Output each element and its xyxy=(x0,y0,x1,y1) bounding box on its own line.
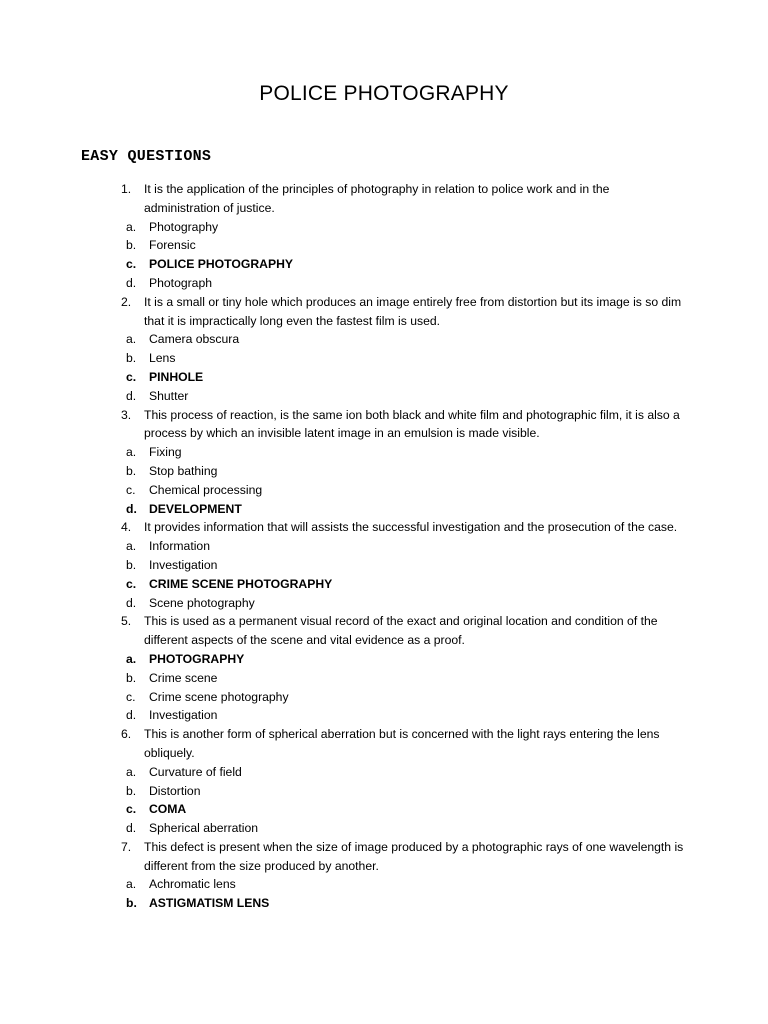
option-letter: b. xyxy=(126,463,137,478)
answer-option-correct xyxy=(0,650,768,669)
answer-option xyxy=(0,274,768,293)
option-letter: a. xyxy=(126,877,137,892)
option-letter: c. xyxy=(126,576,137,591)
answer-option xyxy=(0,556,768,575)
answer-option xyxy=(0,481,768,500)
question-text: This defect is present when the size of image produced by a photographic rays of one wavelength is different from the size produced by another. xyxy=(144,839,684,873)
answer-option-correct xyxy=(0,368,768,387)
option-text: POLICE PHOTOGRAPHY xyxy=(149,257,294,272)
option-letter: d. xyxy=(126,708,137,723)
question-item xyxy=(0,180,768,218)
question-text: It provides information that will assists the successful investigation and the prosecution of the case. xyxy=(144,520,678,535)
option-text: Crime scene xyxy=(149,670,218,685)
page-title: POLICE PHOTOGRAPHY xyxy=(259,82,509,105)
answer-option-correct xyxy=(0,894,768,913)
option-text: CRIME SCENE PHOTOGRAPHY xyxy=(149,576,333,591)
answer-option xyxy=(0,594,768,613)
option-letter: b. xyxy=(126,896,137,911)
answer-option-correct xyxy=(0,800,768,819)
option-letter: b. xyxy=(126,238,137,253)
answer-option-correct xyxy=(0,500,768,519)
option-letter: c. xyxy=(126,369,137,384)
answer-option xyxy=(0,763,768,782)
option-letter: a. xyxy=(126,219,137,234)
answer-option xyxy=(0,669,768,688)
answer-option xyxy=(0,236,768,255)
option-text: Scene photography xyxy=(149,595,255,610)
option-letter: b. xyxy=(126,557,137,572)
answer-option xyxy=(0,688,768,707)
option-text: Camera obscura xyxy=(149,332,240,347)
option-text: Shutter xyxy=(149,388,189,403)
question-text: It is a small or tiny hole which produces an image entirely free from distortion but its image is so dim that it is impractically long even the fastest film is used. xyxy=(144,294,682,328)
option-letter: a. xyxy=(126,332,137,347)
question-text: This process of reaction, is the same ion both black and white film and photographic film, it is also a process by which an invisible latent image in an emulsion is made visible. xyxy=(144,407,680,441)
section-heading: EASY QUESTIONS xyxy=(81,148,212,165)
option-text: ASTIGMATISM LENS xyxy=(149,896,270,911)
option-text: PINHOLE xyxy=(149,369,204,384)
option-letter: a. xyxy=(126,764,137,779)
option-text: Information xyxy=(149,539,210,554)
question-text: This is used as a permanent visual record of the exact and original location and condition of the different aspects of the scene and vital evidence as a proof. xyxy=(144,614,658,648)
answer-option xyxy=(0,819,768,838)
question-number: 3. xyxy=(121,407,132,422)
option-text: Photography xyxy=(149,219,219,234)
option-text: Investigation xyxy=(149,557,218,572)
option-letter: d. xyxy=(126,275,137,290)
option-text: DEVELOPMENT xyxy=(149,501,242,516)
option-text: Chemical processing xyxy=(149,482,263,497)
question-item xyxy=(0,518,768,537)
question-number: 7. xyxy=(121,839,132,854)
option-text: PHOTOGRAPHY xyxy=(149,651,245,666)
option-text: Investigation xyxy=(149,708,218,723)
option-letter: b. xyxy=(126,783,137,798)
answer-option xyxy=(0,462,768,481)
answer-option xyxy=(0,387,768,406)
answer-option xyxy=(0,537,768,556)
option-letter: d. xyxy=(126,501,137,516)
question-number: 6. xyxy=(121,727,132,742)
question-number: 1. xyxy=(121,182,132,196)
option-text: Achromatic lens xyxy=(149,877,236,892)
question-item xyxy=(0,725,768,763)
answer-option-correct xyxy=(0,255,768,274)
answer-option xyxy=(0,330,768,349)
question-item xyxy=(0,406,768,444)
question-text: This is another form of spherical aberration but is concerned with the light rays entering the lens obliquely. xyxy=(144,727,660,760)
option-letter: b. xyxy=(126,351,137,366)
option-letter: c. xyxy=(126,689,136,704)
answer-option xyxy=(0,218,768,237)
option-letter: d. xyxy=(126,388,137,403)
question-item xyxy=(0,293,768,331)
option-text: Fixing xyxy=(149,445,182,460)
option-text: Photograph xyxy=(149,275,213,290)
option-text: Curvature of field xyxy=(149,764,242,779)
option-text: Stop bathing xyxy=(149,463,218,478)
question-number: 4. xyxy=(121,520,132,535)
option-text: COMA xyxy=(149,802,187,817)
answer-option xyxy=(0,349,768,368)
option-letter: d. xyxy=(126,821,137,836)
option-text: Distortion xyxy=(149,783,201,798)
option-text: Forensic xyxy=(149,238,196,253)
question-number: 5. xyxy=(121,614,132,629)
option-letter: d. xyxy=(126,595,137,610)
answer-option xyxy=(0,443,768,462)
option-letter: c. xyxy=(126,802,137,817)
option-text: Crime scene photography xyxy=(149,689,289,704)
question-number: 2. xyxy=(121,294,132,309)
question-text: It is the application of the principles of photography in relation to police work and in the administration of justice. xyxy=(144,182,610,215)
answer-option xyxy=(0,782,768,801)
option-letter: c. xyxy=(126,257,137,272)
option-letter: a. xyxy=(126,651,137,666)
question-item xyxy=(0,612,768,650)
question-list xyxy=(0,180,768,913)
option-letter: a. xyxy=(126,539,137,554)
option-letter: a. xyxy=(126,445,137,460)
option-text: Spherical aberration xyxy=(149,821,259,836)
answer-option xyxy=(0,875,768,894)
option-text: Lens xyxy=(149,351,176,366)
question-item xyxy=(0,838,768,876)
option-letter: c. xyxy=(126,482,136,497)
answer-option xyxy=(0,706,768,725)
option-letter: b. xyxy=(126,670,137,685)
answer-option-correct xyxy=(0,575,768,594)
